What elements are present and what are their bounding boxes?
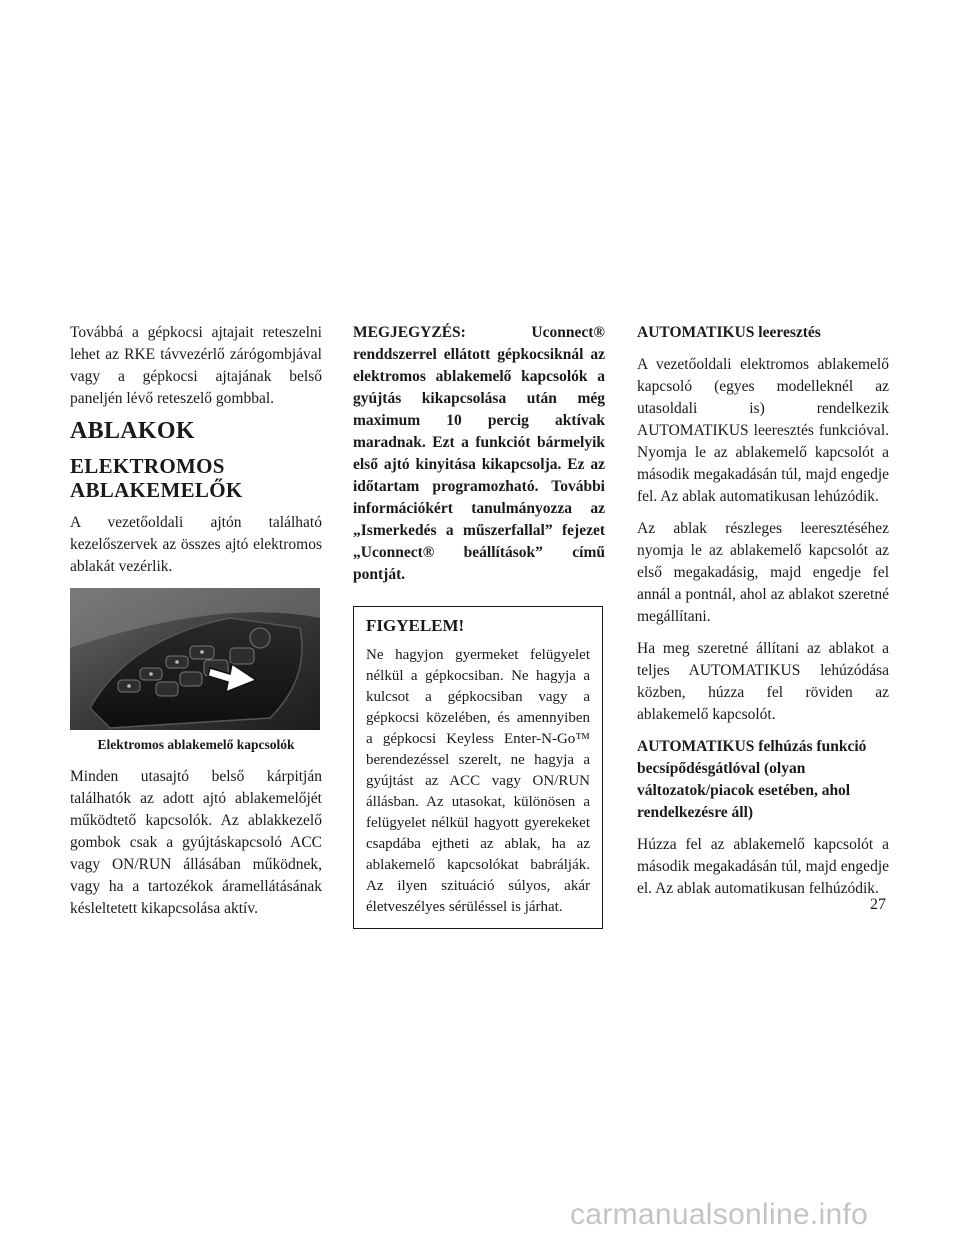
auto-down-paragraph: A vezetőoldali elektromos ablakemelő kapcsoló (egyes modelleknél az utasoldali is) rendelkezik AUTOMATIKUS leeresztés funkcióval. Nyomja le az ablakemelő kapcsolót a második megakadásán túl, majd engedje fel. Az ablak automatikusan lehúzódik. bbox=[637, 356, 889, 505]
column-3 bbox=[637, 322, 889, 910]
subsection-heading bbox=[70, 454, 322, 502]
warning-text: Ne hagyjon gyermeket felügyelet nélkül a gépkocsiban. Ne hagyja a kulcsot a gépkocsiban vagy a gépkocsi közelében, és amennyiben a gépkocsi Keyless Enter-N-Go™ berendezéssel szerelt, ne hagyja a gyújtást az ACC vagy ON/RUN állásban. Az utasokat, különösen a felügyelet nélkül hagyott gyerekeket csapdába ejtheti az ablak, ha az ablakemelő kapcsolókat babrálják. Az ilyen szituáció súlyos, akár életveszélyes sérüléssel is járhat. bbox=[366, 647, 590, 915]
section-heading-ablakok: ABLAKOK bbox=[70, 418, 195, 444]
note-paragraph: MEGJEGYZÉS: Uconnect® renddszerrel ellátott gépkocsiknál az elektromos ablakemelő kapcsolók a gyújtás kikapcsolása után még maximum 10 percig aktívak maradnak. Ezt a funkciót bármelyik első ajtó kinyitása kikapcsolja. Ez az időtartam programozható. További információkért tanulmányozza az „Ismerkedés a műszerfallal” fejezet „Uconnect® beállítások” című pontját. bbox=[353, 324, 605, 583]
figure-code: 021935320 bbox=[270, 720, 306, 727]
auto-up-paragraph: Húzza fel az ablakemelő kapcsolót a második megakadásán túl, majd engedje el. Az ablak automatikusan felhúzódik. bbox=[637, 836, 889, 897]
warning-title: FIGYELEM! bbox=[366, 616, 465, 635]
passenger-doors-paragraph: Minden utasajtó belső kárpitján találhatók az adott ajtó ablakemelőjét működtető kapcsolók. Az ablakkezelő gombok csak a gyújtáskapcsoló ACC vagy ON/RUN állásában működnek, vagy ha a tartozékok áramellátásának késleltetett kikapcsolása aktív. bbox=[70, 768, 322, 917]
figure-caption: Elektromos ablakemelő kapcsolók bbox=[97, 737, 295, 752]
watermark: carmanualsonline.info bbox=[570, 1198, 869, 1231]
stop-paragraph: Ha meg szeretné állítani az ablakot a teljes AUTOMATIKUS lehúzódása közben, húzza fel röviden az ablakemelő kapcsolót. bbox=[637, 640, 889, 723]
column-2 bbox=[353, 322, 605, 929]
warning-box bbox=[353, 606, 603, 929]
auto-down-heading: AUTOMATIKUS leeresztés bbox=[637, 324, 821, 341]
intro-paragraph: Továbbá a gépkocsi ajtajait reteszelni lehet az RKE távvezérlő zárógombjával vagy a gépkocsi ajtajának belső paneljén lévő reteszelő gombbal. bbox=[70, 324, 322, 407]
controls-paragraph: A vezetőoldali ajtón található kezelőszervek az összes ajtó elektromos ablakát vezérlik. bbox=[70, 514, 322, 575]
partial-down-paragraph: Az ablak részleges leeresztéséhez nyomja le az ablakemelő kapcsolót az első megakadásig, majd engedje fel annál a pontnál, ahol az ablakot szeretné megállítani. bbox=[637, 520, 889, 625]
auto-up-heading: AUTOMATIKUS felhúzás funkció becsípődésgátlóval (olyan változatok/piacok esetében, ahol rendelkezésre áll) bbox=[637, 738, 867, 821]
window-switch-illustration bbox=[70, 588, 320, 730]
column-1 bbox=[70, 322, 322, 930]
subsection-heading-line2: ABLAKEMELŐK bbox=[70, 478, 243, 502]
subsection-heading-line1: ELEKTROMOS bbox=[70, 454, 225, 478]
window-switch-photo bbox=[70, 588, 320, 730]
page-number: 27 bbox=[870, 896, 886, 913]
